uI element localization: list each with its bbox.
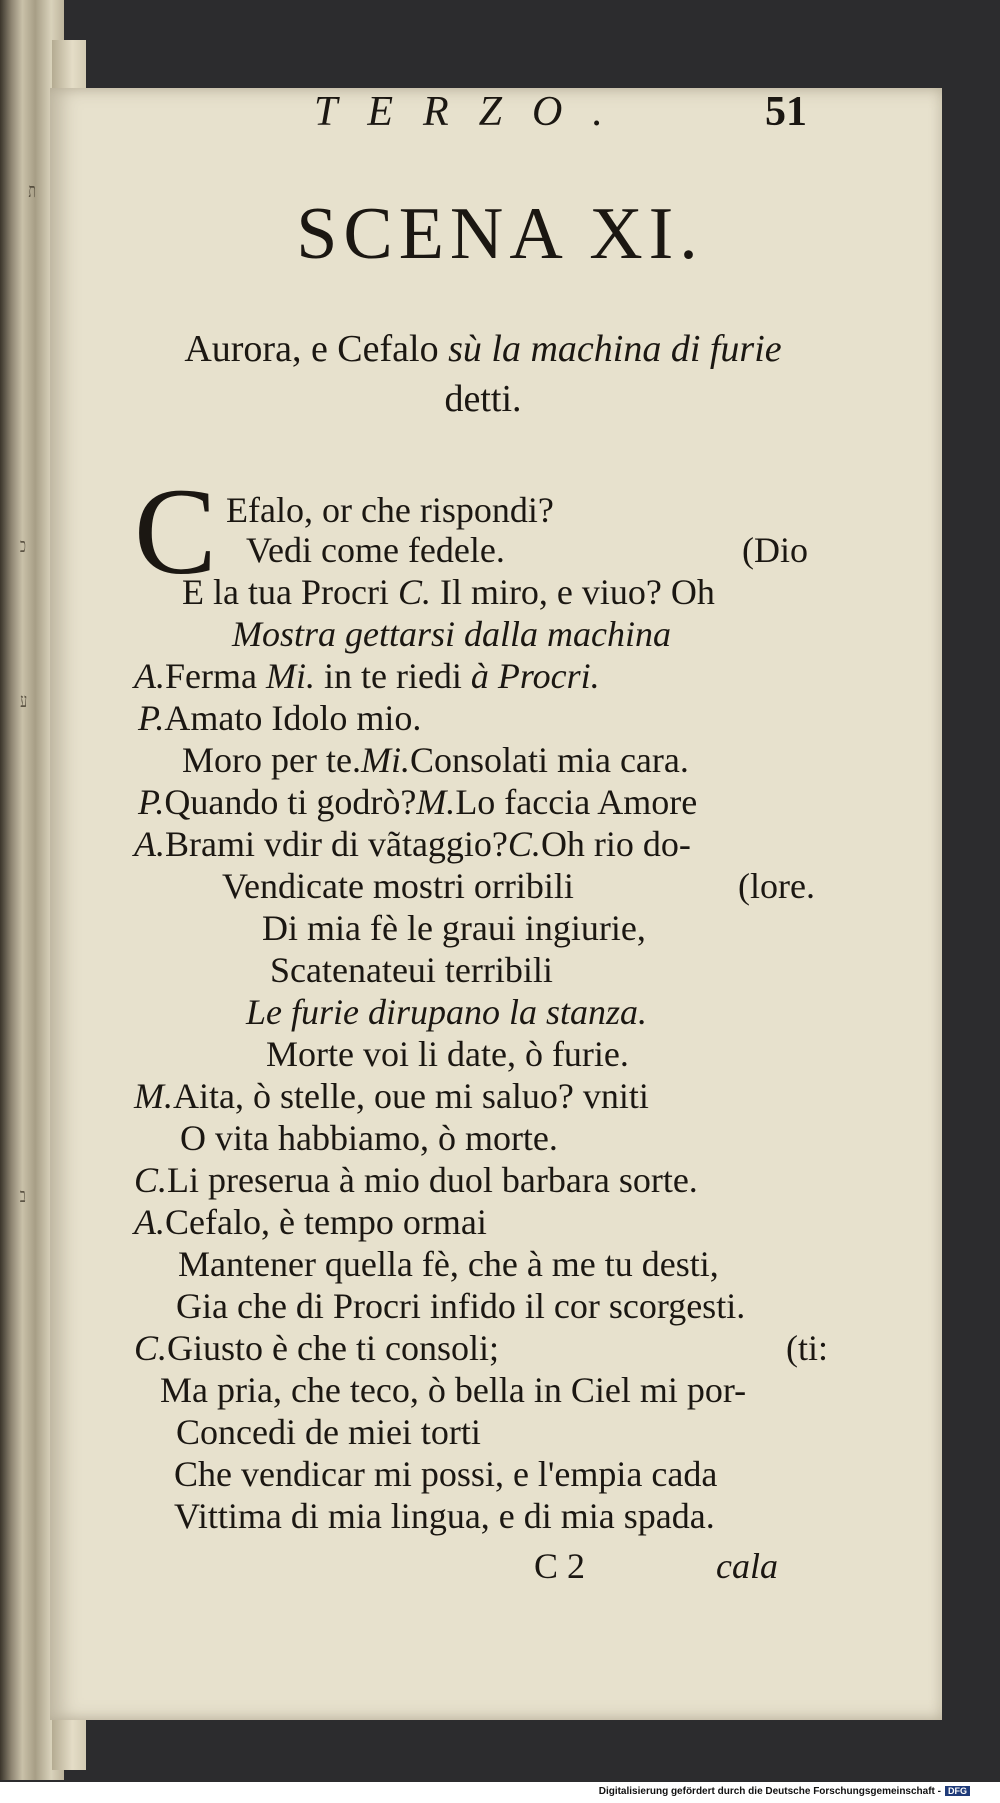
verse-line: Scatenateui terribili [270, 950, 553, 990]
spine-mark: ב [19, 1185, 26, 1207]
verse-line: Moro per te.Mi.Consolati mia cara. [182, 740, 689, 780]
verse-line: Vedi come fedele. [246, 530, 505, 570]
subheading-roman: Aurora, e Cefalo [184, 328, 449, 370]
scene-subheading [138, 324, 828, 424]
verse-line: P.Amato Idolo mio. [138, 698, 422, 738]
verse-line: O vita habbiamo, ò morte. [180, 1118, 558, 1158]
subheading-italic: sù la machina di furie [448, 328, 782, 370]
verse-line: A.Cefalo, è tempo ormai [134, 1202, 487, 1242]
stage-direction: Mostra gettarsi dalla machina [232, 614, 671, 654]
verse-line: C.Giusto è che ti consoli; [134, 1328, 499, 1368]
spine-mark: ת [28, 180, 36, 202]
verse-line: P.Quando ti godrò?M.Lo faccia Amore [138, 782, 698, 822]
verse-turnover: (Dio [742, 530, 808, 570]
verse-line: Morte voi li date, ò furie. [266, 1034, 629, 1074]
verse-line: Mantener quella fè, che à me tu desti, [178, 1244, 719, 1284]
verse-line: M.Aita, ò stelle, oue mi saluo? vniti [134, 1076, 649, 1116]
dfg-logo: DFG [945, 1786, 970, 1796]
verse-turnover: (ti: [786, 1328, 828, 1368]
verse-line: Vendicate mostri orribili [222, 866, 574, 906]
verse-line: Efalo, or che rispondi? [226, 490, 554, 530]
verse-line: Che vendicar mi possi, e l'empia cada [174, 1454, 718, 1494]
verse-turnover: (lore. [738, 866, 815, 906]
page-number: 51 [765, 89, 807, 135]
spine-mark: ע [20, 690, 28, 712]
verse-line: E la tua Procri C. Il miro, e viuo? Oh [182, 572, 715, 612]
verse-line: C.Li preserua à mio duol barbara sorte. [134, 1160, 698, 1200]
running-title: TERZO. [314, 89, 633, 135]
verse-line: Vittima di mia lingua, e di mia spada. [174, 1496, 715, 1536]
subheading-roman-b: detti. [444, 378, 522, 420]
scene-heading: SCENA XI. [296, 193, 704, 275]
verse-line: A.Brami vdir di vãtaggio?C.Oh rio do- [134, 824, 691, 864]
verse-line: A.Ferma Mi. in te riedi à Procri. [134, 656, 600, 696]
digitization-note: Digitalisierung gefördert durch die Deutsche Forschungsgemeinschaft - DFG [599, 1786, 970, 1797]
verse-line: Concedi de miei torti [176, 1412, 481, 1452]
signature-mark: C 2 [534, 1546, 586, 1586]
spine-mark: כ [19, 535, 26, 557]
stage-direction: Le furie dirupano la stanza. [246, 992, 648, 1032]
catchword: cala [716, 1546, 778, 1586]
verse-line: Gia che di Procri infido il cor scorgesti. [176, 1286, 746, 1326]
verse-line: Di mia fè le graui ingiurie, [262, 908, 646, 948]
verse-line: Ma pria, che teco, ò bella in Ciel mi por- [160, 1370, 747, 1410]
drop-cap: C [134, 463, 217, 600]
